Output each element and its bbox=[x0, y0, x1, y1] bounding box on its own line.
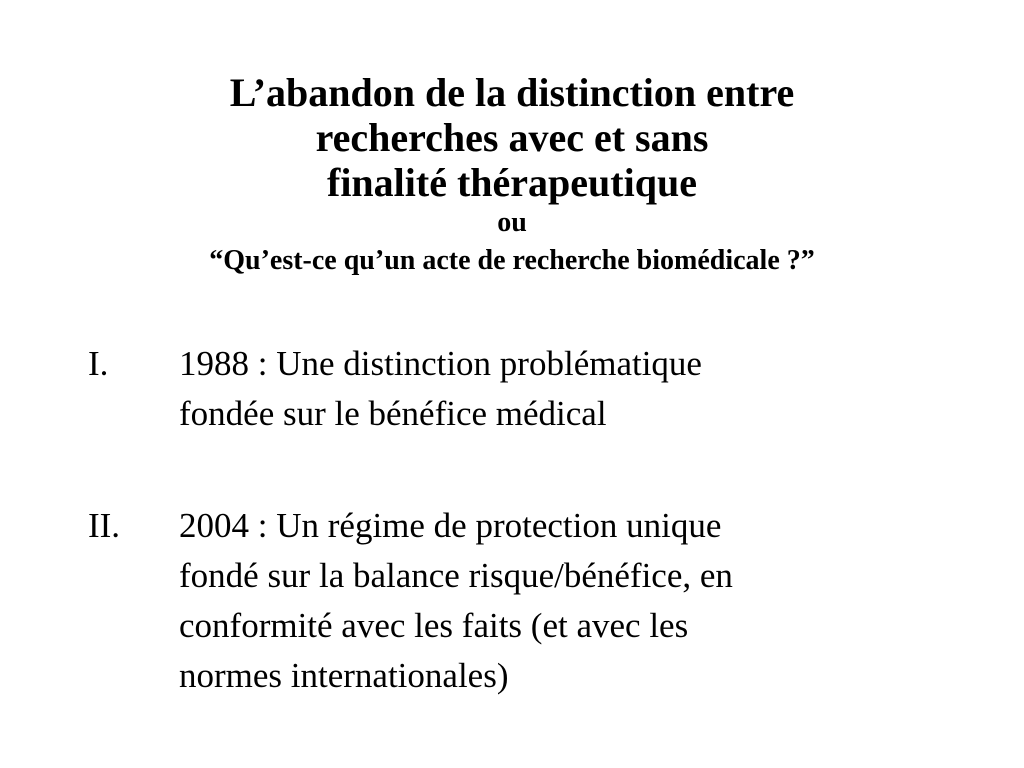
outline-text-1 bbox=[179, 339, 988, 439]
outline-text-line: 1988 : Une distinction problématique bbox=[179, 344, 702, 383]
outline-text-line: conformité avec les faits (et avec les bbox=[179, 606, 689, 645]
outline-text-2 bbox=[179, 501, 988, 701]
outline-number-1: I. bbox=[88, 344, 109, 383]
title-line-3: finalité thérapeutique bbox=[327, 160, 697, 205]
outline-text-line: normes internationales) bbox=[179, 656, 509, 695]
outline-text-line: fondée sur le bénéfice médical bbox=[179, 394, 607, 433]
outline-item-2 bbox=[88, 501, 988, 701]
outline-number-2: II. bbox=[88, 506, 121, 545]
outline-item-1 bbox=[88, 339, 988, 439]
title-line-1: L’abandon de la distinction entre bbox=[229, 70, 795, 115]
outline-list bbox=[88, 339, 988, 701]
title-connector: ou bbox=[497, 207, 527, 238]
outline-text-line: fondé sur la balance risque/bénéfice, en bbox=[179, 556, 733, 595]
outline-text-line: 2004 : Un régime de protection unique bbox=[179, 506, 722, 545]
title-line-2: recherches avec et sans bbox=[315, 115, 709, 160]
slide-title bbox=[0, 70, 1024, 281]
title-subtitle: “Qu’est-ce qu’un acte de recherche biomédicale ?” bbox=[209, 245, 815, 276]
